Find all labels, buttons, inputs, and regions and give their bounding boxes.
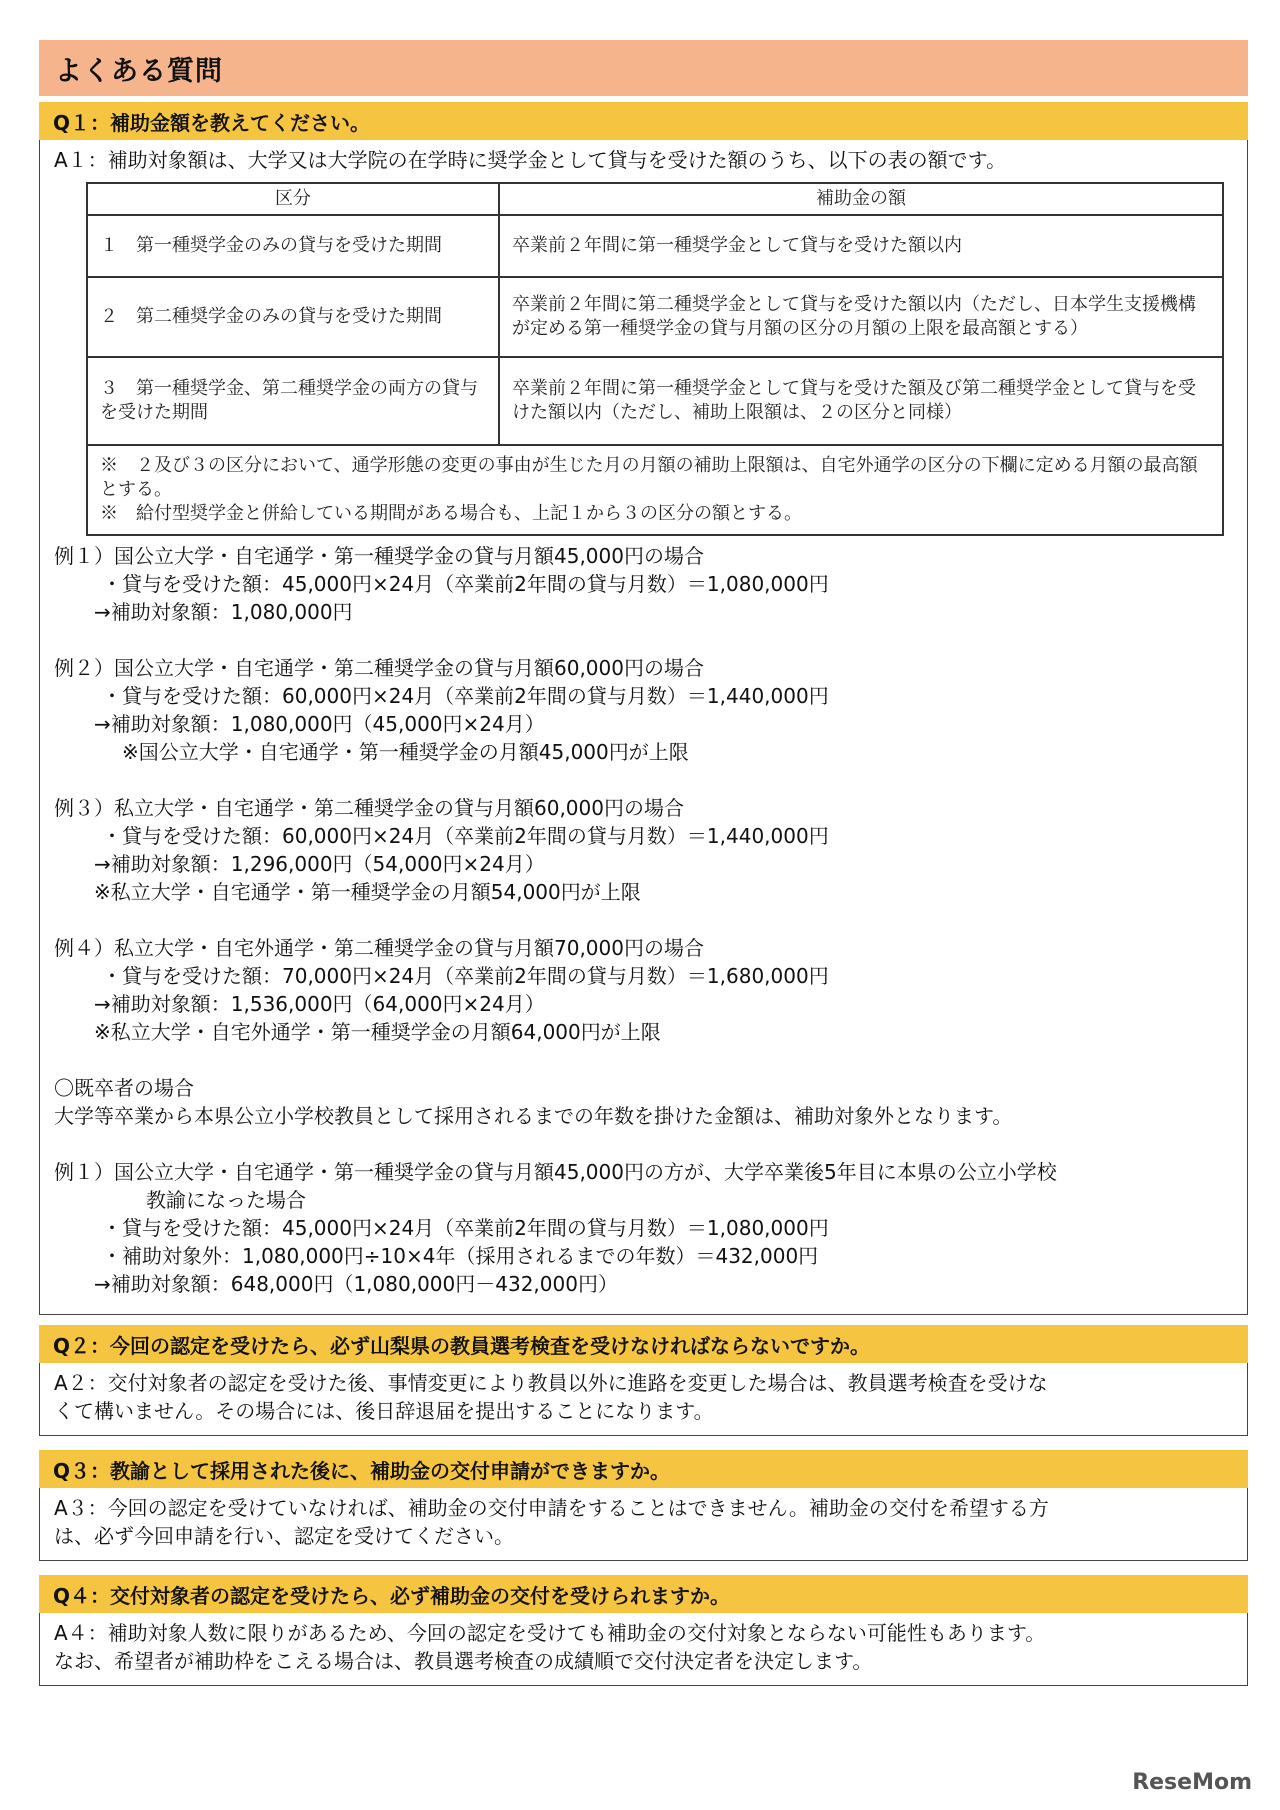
example-2-line3: ※国公立大学・自宅通学・第一種奨学金の月額45,000円が上限 <box>122 740 689 764</box>
answer-1-intro: A１：補助対象額は、大学又は大学院の在学時に奨学金として貸与を受けた額のうち、以下の表の額です。 <box>54 148 1007 172</box>
example-1-line2: →補助対象額：1,080,000円 <box>94 600 353 624</box>
example-1-head: 例１）国公立大学・自宅通学・第一種奨学金の貸与月額45,000円の場合 <box>54 544 704 568</box>
table-cell-amount: 卒業前２年間に第二種奨学金として貸与を受けた額以内（ただし、日本学生支援機構が定める第一種奨学金の貸与月額の区分の月額の上限を最高額とする） <box>499 277 1223 357</box>
graduate-example-head: 例１）国公立大学・自宅通学・第一種奨学金の貸与月額45,000円の方が、大学卒業後5年目に本県の公立小学校 <box>54 1160 1057 1184</box>
example-3-head: 例３）私立大学・自宅通学・第二種奨学金の貸与月額60,000円の場合 <box>54 796 684 820</box>
example-3-line2: →補助対象額：1,296,000円（54,000円×24月） <box>94 852 545 876</box>
page-title: よくある質問 <box>39 40 1248 96</box>
answer-4 <box>39 1613 1248 1686</box>
answer-3-line2: は、必ず今回申請を行い、認定を受けてください。 <box>54 1524 514 1548</box>
resemom-logo: ReseMom <box>1132 1770 1252 1795</box>
table-cell-category: ３ 第一種奨学金、第二種奨学金の両方の貸与を受けた期間 <box>87 357 499 445</box>
table-notes <box>87 445 1223 535</box>
table-row <box>87 277 1223 357</box>
example-4-line2: →補助対象額：1,536,000円（64,000円×24月） <box>94 992 545 1016</box>
example-2-line1: ・貸与を受けた額：60,000円×24月（卒業前2年間の貸与月数）＝1,440,000円 <box>102 684 829 708</box>
graduate-example-line1: ・貸与を受けた額：45,000円×24月（卒業前2年間の貸与月数）＝1,080,000円 <box>102 1216 829 1240</box>
table-header-category: 区分 <box>87 183 499 215</box>
table-row <box>87 215 1223 277</box>
answer-4-line1: A４：補助対象人数に限りがあるため、今回の認定を受けても補助金の交付対象とならない可能性もあります。 <box>54 1621 1046 1645</box>
subsidy-table <box>86 182 1224 536</box>
example-4 <box>54 934 1233 1046</box>
table-note-2: ※ 給付型奨学金と併給している期間がある場合も、上記１から３の区分の額とする。 <box>100 503 802 524</box>
answer-2-line1: A２：交付対象者の認定を受けた後、事情変更により教員以外に進路を変更した場合は、教員選考検査を受けな <box>54 1371 1048 1395</box>
example-2 <box>54 654 1233 766</box>
table-header-row <box>87 183 1223 215</box>
table-cell-category: １ 第一種奨学金のみの貸与を受けた期間 <box>87 215 499 277</box>
table-cell-amount: 卒業前２年間に第一種奨学金として貸与を受けた額以内 <box>499 215 1223 277</box>
table-note-1: ※ ２及び３の区分において、通学形態の変更の事由が生じた月の月額の補助上限額は、自宅外通学の区分の下欄に定める月額の最高額とする。 <box>100 455 1198 500</box>
question-3: Q３：教諭として採用された後に、補助金の交付申請ができますか。 <box>39 1450 1248 1488</box>
answer-3-line1: A３：今回の認定を受けていなければ、補助金の交付申請をすることはできません。補助金の交付を希望する方 <box>54 1496 1049 1520</box>
table-cell-category: ２ 第二種奨学金のみの貸与を受けた期間 <box>87 277 499 357</box>
table-cell-amount: 卒業前２年間に第一種奨学金として貸与を受けた額及び第二種奨学金として貸与を受けた額以内（ただし、補助上限額は、２の区分と同様） <box>499 357 1223 445</box>
graduate-text: 大学等卒業から本県公立小学校教員として採用されるまでの年数を掛けた金額は、補助対象外となります。 <box>54 1104 1013 1128</box>
graduate-head: 〇既卒者の場合 <box>54 1076 194 1100</box>
example-4-head: 例４）私立大学・自宅外通学・第二種奨学金の貸与月額70,000円の場合 <box>54 936 704 960</box>
table-note-row <box>87 445 1223 535</box>
graduate-example-line3: →補助対象額：648,000円（1,080,000円－432,000円） <box>94 1272 618 1296</box>
table-header-amount: 補助金の額 <box>499 183 1223 215</box>
answer-4-line2: なお、希望者が補助枠をこえる場合は、教員選考検査の成績順で交付決定者を決定します。 <box>54 1649 873 1673</box>
example-4-line1: ・貸与を受けた額：70,000円×24月（卒業前2年間の貸与月数）＝1,680,000円 <box>102 964 829 988</box>
table-row <box>87 357 1223 445</box>
example-3-line3: ※私立大学・自宅通学・第一種奨学金の月額54,000円が上限 <box>94 880 641 904</box>
question-1: Q１：補助金額を教えてください。 <box>39 102 1248 140</box>
example-1-line1: ・貸与を受けた額：45,000円×24月（卒業前2年間の貸与月数）＝1,080,000円 <box>102 572 829 596</box>
example-2-line2: →補助対象額：1,080,000円（45,000円×24月） <box>94 712 545 736</box>
graduate-example-line2: ・補助対象外：1,080,000円÷10×4年（採用されるまでの年数）＝432,000円 <box>102 1244 819 1268</box>
answer-2-line2: くて構いません。その場合には、後日辞退届を提出することになります。 <box>54 1399 714 1423</box>
example-2-head: 例２）国公立大学・自宅通学・第二種奨学金の貸与月額60,000円の場合 <box>54 656 704 680</box>
answer-1 <box>39 140 1248 1315</box>
answer-2 <box>39 1363 1248 1436</box>
example-4-line3: ※私立大学・自宅外通学・第一種奨学金の月額64,000円が上限 <box>94 1020 661 1044</box>
example-1 <box>54 542 1233 626</box>
question-2: Q２：今回の認定を受けたら、必ず山梨県の教員選考検査を受けなければならないですか。 <box>39 1325 1248 1363</box>
example-3-line1: ・貸与を受けた額：60,000円×24月（卒業前2年間の貸与月数）＝1,440,000円 <box>102 824 829 848</box>
faq-page <box>39 40 1248 1686</box>
question-4: Q４：交付対象者の認定を受けたら、必ず補助金の交付を受けられますか。 <box>39 1575 1248 1613</box>
graduate-section <box>54 1074 1233 1298</box>
answer-3 <box>39 1488 1248 1561</box>
graduate-example-head2: 教諭になった場合 <box>146 1188 306 1212</box>
example-3 <box>54 794 1233 906</box>
